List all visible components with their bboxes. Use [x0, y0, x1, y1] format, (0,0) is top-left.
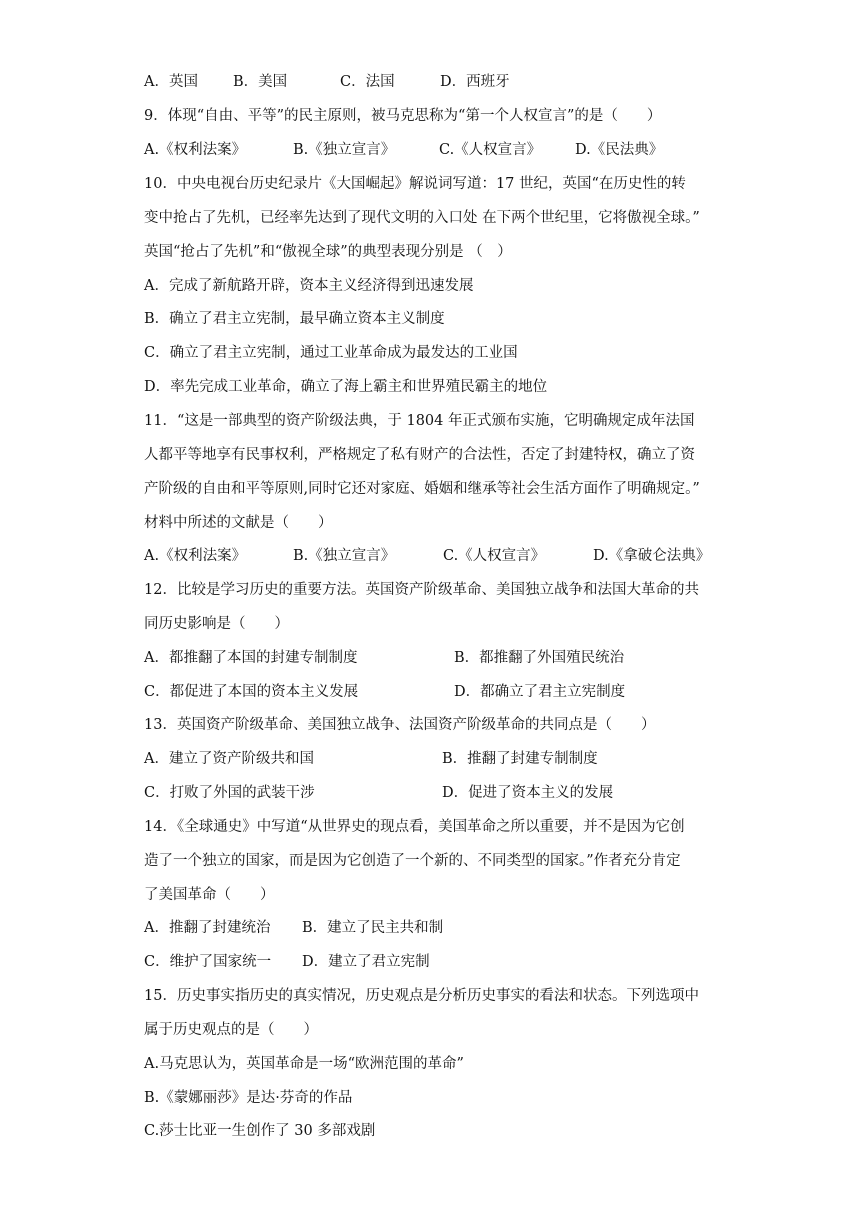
q9-option-b: B.《独立宣言》	[293, 142, 396, 158]
q8-option-c: C．法国	[340, 74, 395, 90]
q10-option-a: A．完成了新航路开辟，资本主义经济得到迅速发展	[144, 278, 474, 294]
q13-options-row-2	[144, 783, 744, 803]
q14-stem-line-1: 14．《全球通史》中写道“从世界史的现点看，美国革命之所以重要，并不是因为它创	[144, 819, 685, 835]
q13-stem: 13．英国资产阶级革命、美国独立战争、法国资产阶级革命的共同点是（ ）	[144, 717, 656, 733]
q12-stem-line-2: 同历史影响是（ ）	[144, 616, 289, 632]
q15-option-c: C.莎士比亚一生创作了 30 多部戏剧	[144, 1123, 376, 1139]
q11-option-d: D.《拿破仑法典》	[593, 548, 711, 564]
q12-option-d: D．都确立了君主立宪制度	[454, 684, 626, 700]
q11-option-b: B.《独立宣言》	[293, 548, 396, 564]
q8-option-b: B．美国	[233, 74, 288, 90]
q9-options	[144, 140, 744, 160]
q15-stem-line-1: 15．历史事实指历史的真实情况，历史观点是分析历史事实的看法和状态。下列选项中	[144, 988, 699, 1004]
q11-stem-line-4: 材料中所述的文献是（ ）	[144, 515, 333, 531]
q9-stem: 9．体现“自由、平等”的民主原则，被马克思称为“第一个人权宣言”的是（ ）	[144, 108, 662, 124]
q11-option-c: C.《人权宣言》	[443, 548, 546, 564]
q10-option-c: C．确立了君主立宪制，通过工业革命成为最发达的工业国	[144, 345, 518, 361]
q14-option-c: C．维护了国家统一	[144, 954, 272, 970]
q12-options-row-2	[144, 682, 744, 702]
q13-option-c: C．打败了外国的武装干涉	[144, 785, 315, 801]
q9-option-d: D.《民法典》	[575, 142, 664, 158]
q9-option-a: A.《权利法案》	[144, 142, 247, 158]
q15-option-a: A.马克思认为，英国革命是一场“欧洲范围的革命”	[144, 1056, 464, 1072]
q14-stem-line-3: 了美国革命（ ）	[144, 887, 275, 903]
q9-option-c: C.《人权宣言》	[439, 142, 542, 158]
q11-stem-line-1: 11．“这是一部典型的资产阶级法典，于 1804 年正式颁布实施，它明确规定成年法国	[144, 413, 695, 429]
q12-stem-line-1: 12．比较是学习历史的重要方法。英国资产阶级革命、美国独立战争和法国大革命的共	[144, 582, 699, 598]
q12-options-row-1	[144, 648, 744, 668]
q10-stem-line-1: 10．中央电视台历史纪录片《大国崛起》解说词写道：17 世纪，英国“在历史性的转	[144, 176, 686, 192]
q15-option-b: B.《蒙娜丽莎》是达·芬奇的作品	[144, 1090, 353, 1106]
q13-option-d: D．促进了资本主义的发展	[442, 785, 614, 801]
q8-option-d: D．西班牙	[440, 74, 510, 90]
q11-stem-line-2: 人都平等地享有民事权利，严格规定了私有财产的合法性，否定了封建特权，确立了资	[144, 447, 695, 463]
q10-option-d: D．率先完成工业革命，确立了海上霸主和世界殖民霸主的地位	[144, 379, 548, 395]
q13-options-row-1	[144, 749, 744, 769]
q13-option-a: A．建立了资产阶级共和国	[144, 751, 314, 767]
q12-option-b: B．都推翻了外国殖民统治	[454, 650, 625, 666]
q13-option-b: B．推翻了封建专制制度	[442, 751, 598, 767]
q14-options-row-2	[144, 952, 744, 972]
q10-stem-line-2: 变中抢占了先机，已经率先达到了现代文明的入口处 在下两个世纪里，它将傲视全球。”	[144, 210, 700, 226]
q14-option-b: B．建立了民主共和制	[302, 920, 444, 936]
q14-option-d: D．建立了君立宪制	[302, 954, 430, 970]
q12-option-c: C．都促进了本国的资本主义发展	[144, 684, 359, 700]
q11-stem-line-3: 产阶级的自由和平等原则,同时它还对家庭、婚姻和继承等社会生活方面作了明确规定。”	[144, 481, 700, 497]
q10-option-b: B．确立了君主立宪制，最早确立资本主义制度	[144, 311, 445, 327]
q8-options	[144, 72, 744, 92]
q14-options-row-1	[144, 918, 744, 938]
q14-stem-line-2: 造了一个独立的国家，而是因为它创造了一个新的、不同类型的国家。”作者充分肯定	[144, 853, 681, 869]
q11-options	[144, 546, 744, 566]
q8-option-a: A．英国	[144, 74, 198, 90]
q14-option-a: A．推翻了封建统治	[144, 920, 271, 936]
q10-stem-line-3: 英国“抢占了先机”和“傲视全球”的典型表现分别是 （ ）	[144, 244, 512, 260]
q12-option-a: A．都推翻了本国的封建专制制度	[144, 650, 358, 666]
q15-stem-line-2: 属于历史观点的是（ ）	[144, 1022, 318, 1038]
q11-option-a: A.《权利法案》	[144, 548, 247, 564]
